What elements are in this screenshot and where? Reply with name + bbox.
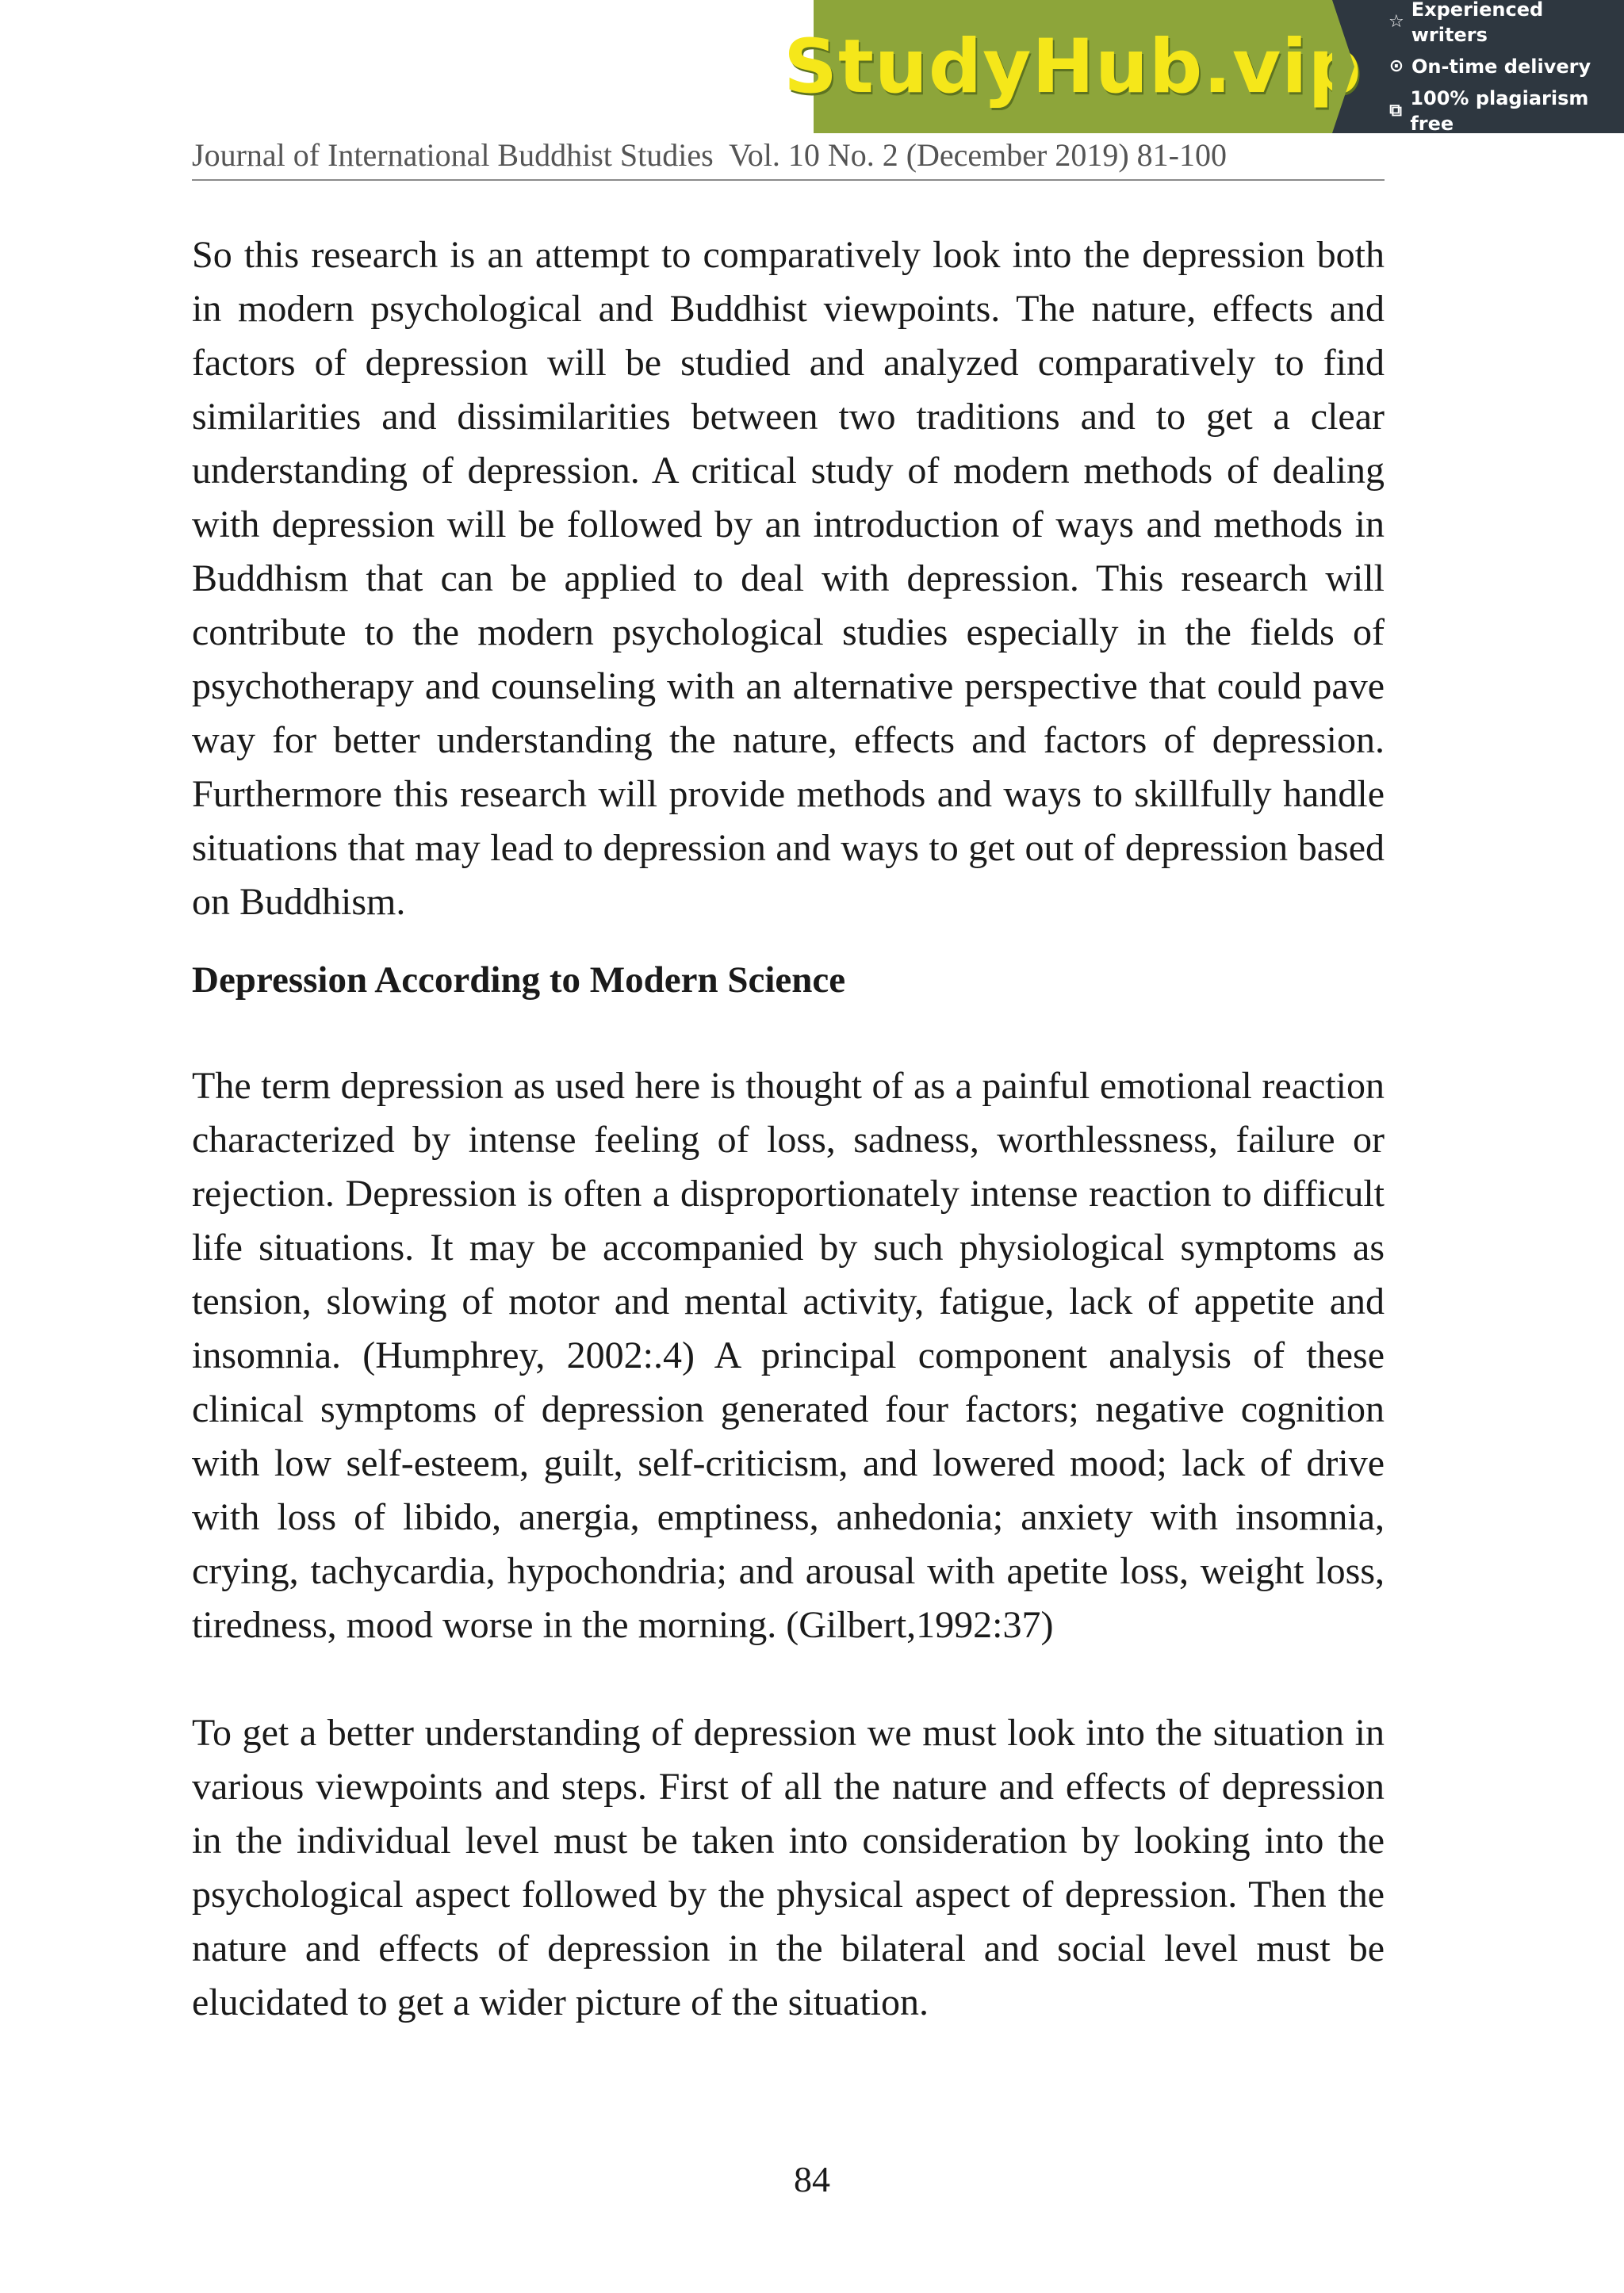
paragraph-intro: So this research is an attempt to comparatively look into the depression both in modern psychological and Buddhist viewpoints. The nature, effects and factors of depression will be studied and analyzed comparatively to find similarities and dissimilarities between two traditions and to get a clear understanding of depression. A critical study of modern methods of dealing with depression will be followed by an introduction of ways and methods in Buddhism that can be applied to deal with depression. This research will contribute to the modern psychological studies especially in the fields of psychotherapy and counseling with an alternative perspective that could pave way for better understanding the nature, effects and factors of depression. Furthermore this research will provide methods and ways to skillfully handle situations that may lead to depression and ways to get out of depression based on Buddhism. bbox=[192, 234, 1385, 923]
banner-feature-list bbox=[1332, 0, 1624, 133]
paragraph-viewpoints: To get a better understanding of depression we must look into the situation in various viewpoints and steps. First of all the nature and effects of depression in the individual level must be taken into consideration by looking into the psychological aspect followed by the physical aspect of depression. Then the nature and effects of depression in the bilateral and social level must be elucidated to get a wider picture of the situation. bbox=[192, 1712, 1385, 2023]
banner-feature-delivery bbox=[1386, 54, 1624, 79]
clock-icon: ⊙ bbox=[1388, 56, 1404, 76]
studyhub-banner[interactable] bbox=[783, 0, 1624, 135]
studyhub-logo-text: StudyHub.vip bbox=[783, 23, 1362, 110]
copy-icon: ⧉ bbox=[1389, 101, 1403, 121]
banner-feature-text: Experienced writers bbox=[1411, 0, 1544, 46]
paragraph-definition: The term depression as used here is thought of as a painful emotional reaction characterized by intense feeling of loss, sadness, worthlessness, failure or rejection. Depression is often a disproportionately intense reaction to difficult life situations. It may be accompanied by such physiological symptoms as tension, slowing of motor and mental activity, fatigue, lack of appetite and insomnia. (Humphrey, 2002:.4) A principal component analysis of these clinical symptoms of depression generated four factors; negative cognition with low self-esteem, guilt, self-criticism, and lowered mood; lack of drive with loss of libido, anergia, emptiness, anhedonia; anxiety with insomnia, crying, tachycardia, hypochondria; and arousal with apetite loss, weight loss, tiredness, mood worse in the morning. (Gilbert,1992:37) bbox=[192, 1065, 1385, 1646]
star-outline-icon: ☆ bbox=[1388, 12, 1404, 32]
page-number: 84 bbox=[794, 2159, 830, 2199]
section-heading: Depression According to Modern Science bbox=[192, 959, 846, 1001]
banner-feature-writers bbox=[1386, 0, 1624, 48]
page-content bbox=[192, 228, 1385, 2030]
banner-feature-plagiarism bbox=[1386, 86, 1624, 136]
banner-feature-text: 100% plagiarism free bbox=[1410, 87, 1589, 135]
running-header: Journal of International Buddhist Studies Vol. 10 No. 2 (December 2019) 81-100 bbox=[192, 136, 1385, 181]
studyhub-logo[interactable] bbox=[783, 0, 1362, 133]
banner-arrow-shape bbox=[1332, 0, 1354, 133]
banner-feature-text: On-time delivery bbox=[1411, 56, 1591, 78]
